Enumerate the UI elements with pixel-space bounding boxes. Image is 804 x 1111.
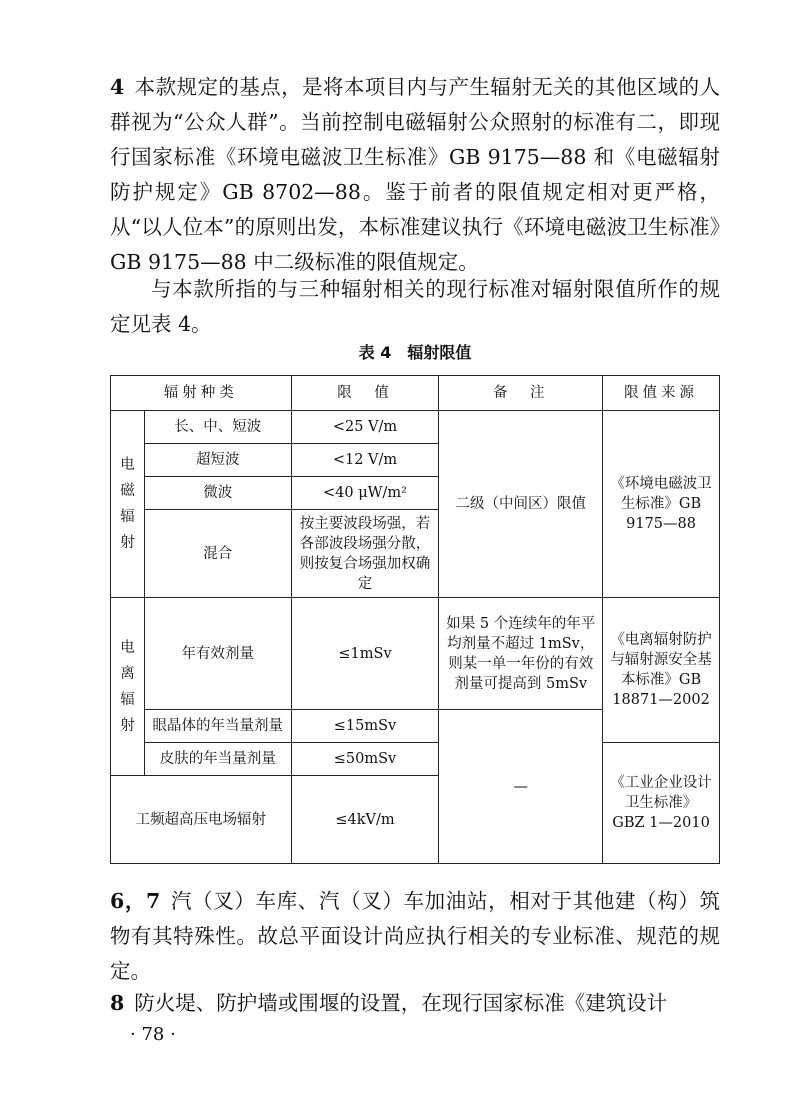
table-caption: 表 4 辐射限值: [358, 343, 472, 362]
source-cell: 《工业企业设计卫生标准》GBZ 1—2010: [603, 743, 720, 864]
radiation-item: 年有效剂量: [144, 598, 291, 710]
source-cell: 《环境电磁波卫生标准》GB 9175—88: [603, 411, 720, 598]
remark-cell: —: [439, 710, 603, 864]
table-intro-paragraph: 与本款所指的与三种辐射相关的现行标准对辐射限值所作的规定见表 4。: [110, 277, 720, 336]
limit-value: ≤15mSv: [291, 710, 439, 743]
paragraph-text: 汽（叉）车库、汽（叉）车加油站，相对于其他建（构）筑物有其特殊性。故总平面设计尚应执行相关的专业标准、规范的规定。: [110, 889, 720, 983]
limit-value: ≤1mSv: [291, 598, 439, 710]
radiation-item: 眼晶体的年当量剂量: [144, 710, 291, 743]
paragraph-8: [110, 986, 720, 1021]
limit-value: ≤4kV/m: [291, 776, 439, 864]
table-row: [111, 598, 720, 710]
paragraph-text: 本款规定的基点，是将本项目内与产生辐射无关的其他区域的人群视为“公众人群”。当前控制电磁辐射公众照射的标准有二，即现行国家标准《环境电磁波卫生标准》GB 9175—88 和《电磁辐射防护规定》GB 8702—88。鉴于前者的限值规定相对更严格，从“以人位本”的原则出发，本标准建议执行《环境电磁波卫生标准》GB 9175—88 中二级标准的限值规定。: [110, 75, 720, 274]
remark-cell: 二级（中间区）限值: [439, 411, 603, 598]
radiation-item: 皮肤的年当量剂量: [144, 743, 291, 776]
paragraph-number: 8: [110, 991, 125, 1015]
table-row: [111, 411, 720, 444]
source-cell: 《电离辐射防护与辐射源安全基本标准》GB 18871—2002: [603, 598, 720, 743]
limit-value: <40 μW/m²: [291, 477, 439, 510]
radiation-item: 混合: [144, 510, 291, 598]
table-row: [111, 743, 720, 776]
header-remark: 备 注: [439, 376, 603, 411]
paragraph-number: 6，7: [110, 889, 161, 913]
paragraph-6-7: [110, 884, 720, 989]
radiation-item: 工频超高压电场辐射: [111, 776, 292, 864]
remark-cell: 如果 5 个连续年的年平均剂量不超过 1mSv，则某一单一年份的有效剂量可提高到 5mSv: [439, 598, 603, 710]
radiation-item: 微波: [144, 477, 291, 510]
header-radiation-type: 辐射种类: [111, 376, 292, 411]
group-label-ionizing: 电离辐射: [111, 598, 145, 776]
page-number: · 78 ·: [130, 1024, 176, 1045]
paragraph-4: [110, 70, 720, 280]
paragraph-number: 4: [110, 75, 125, 99]
radiation-item: 长、中、短波: [144, 411, 291, 444]
paragraph-text: 防火堤、防护墙或围堰的设置，在现行国家标准《建筑设计: [134, 991, 668, 1015]
limit-value: ≤50mSv: [291, 743, 439, 776]
limit-value: 按主要波段场强，若各部波段场强分散，则按复合场强加权确定: [291, 510, 439, 598]
table-header-row: [111, 376, 720, 411]
radiation-item: 超短波: [144, 444, 291, 477]
limit-value: <12 V/m: [291, 444, 439, 477]
header-limit-source: 限值来源: [603, 376, 720, 411]
limit-value: <25 V/m: [291, 411, 439, 444]
radiation-limits-table: [110, 375, 720, 864]
header-limit-value: 限 值: [291, 376, 439, 411]
group-label-electromagnetic: 电磁辐射: [111, 411, 145, 598]
